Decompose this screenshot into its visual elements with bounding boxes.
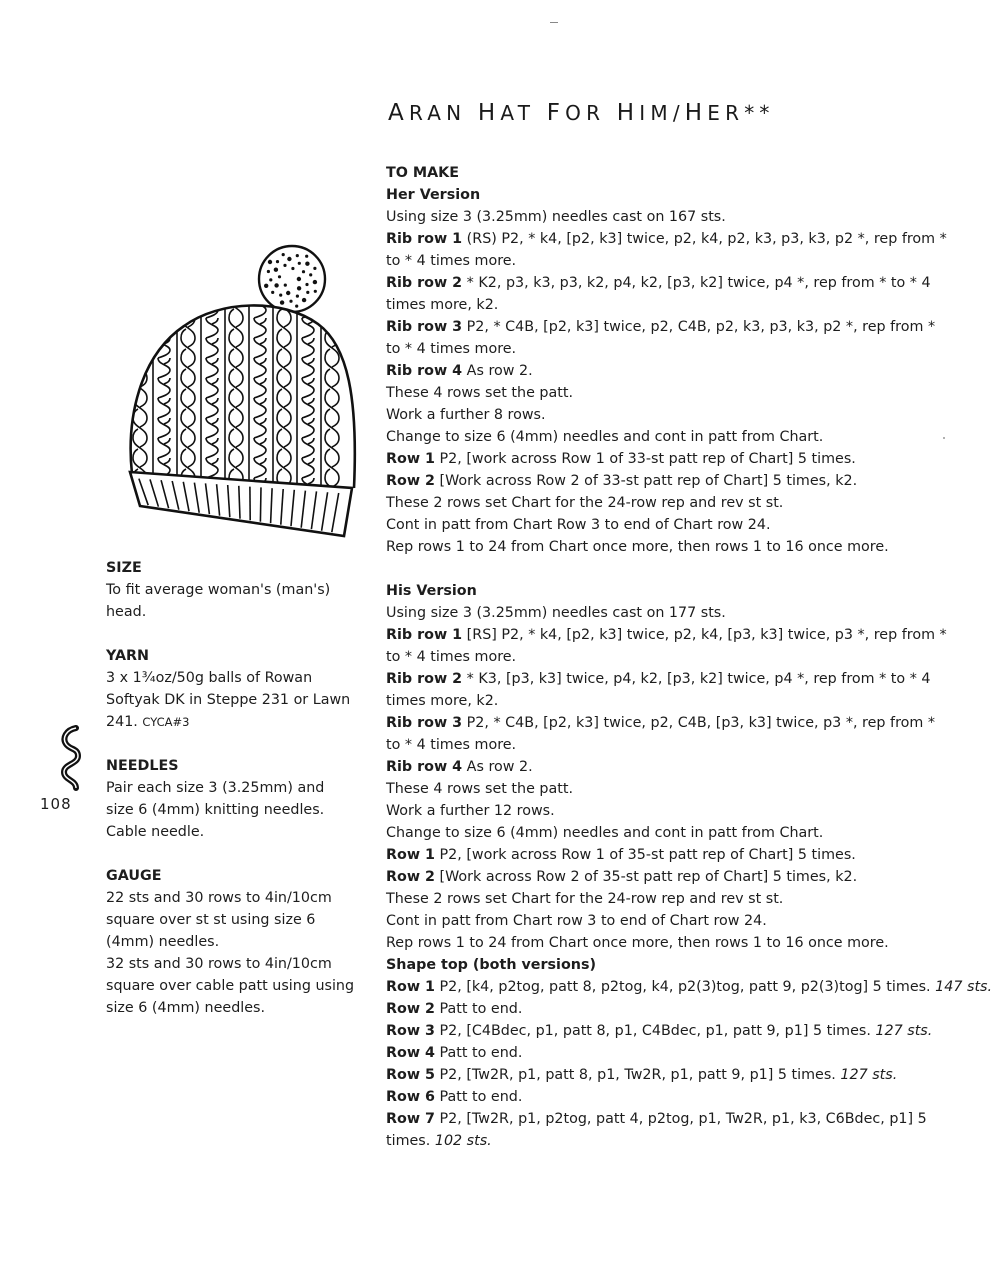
- his-line: [386, 800, 931, 822]
- instructions-column: [386, 162, 992, 1152]
- row-text: Patt to end.: [434, 1089, 523, 1105]
- needles-section: [106, 755, 356, 843]
- row-label: Rib row 3: [386, 715, 463, 731]
- yarn-section: [106, 645, 356, 733]
- his-line: [386, 602, 931, 624]
- his-line: [386, 866, 931, 888]
- row-text: P2, [Tw2R, p1, p2tog, patt 4, p2tog, p1, Tw2R, p1, k3, C6Bdec, p1] 5: [434, 1111, 927, 1127]
- row-text: These 4 rows set the patt.: [386, 781, 574, 797]
- her-line: [386, 316, 936, 338]
- shape-line: [386, 1086, 931, 1108]
- her-line: [386, 360, 931, 382]
- row-text: * K3, [p3, k3] twice, p4, k2, [p3, k2] twice, p4 *, rep from * to * 4: [462, 671, 931, 687]
- row-text: Change to size 6 (4mm) needles and cont in patt from Chart.: [386, 429, 824, 445]
- gauge-text-2: 32 sts and 30 rows to 4in/10cm square over cable patt using using size 6 (4mm) needles.: [106, 956, 355, 1016]
- to-make-heading: TO MAKE: [386, 165, 460, 181]
- his-line: [386, 778, 931, 800]
- row-text: to * 4 times more.: [386, 737, 517, 753]
- stitch-count: 127 sts.: [875, 1023, 933, 1039]
- row-text: As row 2.: [462, 759, 533, 775]
- her-line: [386, 206, 931, 228]
- row-text: Cont in patt from Chart Row 3 to end of Chart row 24.: [386, 517, 771, 533]
- row-label: Row 2: [386, 473, 435, 489]
- her-line: [386, 536, 931, 558]
- shape-line: [386, 1130, 931, 1152]
- stitch-count: 102 sts.: [434, 1133, 492, 1149]
- row-label: Rib row 4: [386, 759, 463, 775]
- row-text: times.: [386, 1133, 435, 1149]
- row-label: Row 3: [386, 1023, 435, 1039]
- yarn-heading: YARN: [106, 648, 150, 664]
- row-label: Row 1: [386, 847, 435, 863]
- hat-illustration-icon: [122, 238, 362, 552]
- yarn-text: 3 x 1¾oz/50g balls of Rowan Softyak DK in Steppe 231 or Lawn 241. CYCA#3: [106, 670, 351, 730]
- his-line: [386, 910, 931, 932]
- size-text: To fit average woman's (man's) head.: [106, 582, 331, 620]
- row-text: Rep rows 1 to 24 from Chart once more, then rows 1 to 16 once more.: [386, 935, 889, 951]
- row-label: Rib row 2: [386, 275, 463, 291]
- row-label: Rib row 1: [386, 231, 463, 247]
- row-label: Row 4: [386, 1045, 435, 1061]
- row-text: Patt to end.: [434, 1045, 523, 1061]
- his-line: [386, 888, 931, 910]
- his-line: [386, 646, 931, 668]
- row-text: P2, [work across Row 1 of 33-st patt rep of Chart] 5 times.: [434, 451, 856, 467]
- gauge-heading: GAUGE: [106, 868, 162, 884]
- row-text: P2, [Tw2R, p1, patt 8, p1, Tw2R, p1, patt 9, p1] 5 times.: [434, 1067, 841, 1083]
- row-text: [Work across Row 2 of 35-st patt rep of Chart] 5 times, k2.: [434, 869, 858, 885]
- shape-line: [386, 1108, 931, 1130]
- row-text: P2, * C4B, [p2, k3] twice, p2, C4B, [p3, k3] twice, p3 *, rep from *: [462, 715, 935, 731]
- her-version-heading: Her Version: [386, 187, 481, 203]
- his-line: [386, 668, 931, 690]
- row-text: P2, [k4, p2tog, patt 8, p2tog, k4, p2(3)tog, patt 9, p2(3)tog] 5 times.: [434, 979, 936, 995]
- her-line: [386, 382, 931, 404]
- cable-motif-icon: [58, 726, 84, 798]
- row-label: Row 1: [386, 451, 435, 467]
- gauge-section: [106, 865, 356, 1019]
- row-label: Rib row 4: [386, 363, 463, 379]
- needles-text: Pair each size 3 (3.25mm) and size 6 (4mm) knitting needles.: [106, 780, 325, 818]
- row-text: P2, [C4Bdec, p1, patt 8, p1, C4Bdec, p1, patt 9, p1] 5 times.: [434, 1023, 876, 1039]
- row-label: Row 6: [386, 1089, 435, 1105]
- left-column: [106, 557, 356, 1041]
- row-text: Using size 3 (3.25mm) needles cast on 177 sts.: [386, 605, 726, 621]
- row-text: Work a further 12 rows.: [386, 803, 555, 819]
- row-text: to * 4 times more.: [386, 649, 517, 665]
- row-text: Using size 3 (3.25mm) needles cast on 167 sts.: [386, 209, 726, 225]
- row-label: Row 2: [386, 869, 435, 885]
- her-line: [386, 426, 931, 448]
- shape-line: [386, 1064, 931, 1086]
- his-line: [386, 844, 931, 866]
- row-text: These 2 rows set Chart for the 24-row rep and rev st st.: [386, 891, 784, 907]
- row-text: [Work across Row 2 of 33-st patt rep of Chart] 5 times, k2.: [434, 473, 858, 489]
- her-line: [386, 338, 931, 360]
- her-line: [386, 448, 931, 470]
- row-text: times more, k2.: [386, 297, 499, 313]
- title-stars: **: [744, 101, 775, 125]
- shape-line: [386, 976, 992, 998]
- shape-line: [386, 998, 931, 1020]
- row-text: * K2, p3, k3, p3, k2, p4, k2, [p3, k2] twice, p4 *, rep from * to * 4: [462, 275, 931, 291]
- row-text: P2, * C4B, [p2, k3] twice, p2, C4B, p2, k3, p3, k3, p2 *, rep from *: [462, 319, 936, 335]
- row-text: Change to size 6 (4mm) needles and cont in patt from Chart.: [386, 825, 824, 841]
- row-text: These 2 rows set Chart for the 24-row rep and rev st st.: [386, 495, 784, 511]
- row-text: [RS] P2, * k4, [p2, k3] twice, p2, k4, [p3, k3] twice, p3 *, rep from *: [462, 627, 947, 643]
- his-line: [386, 624, 947, 646]
- her-line: [386, 404, 931, 426]
- her-line: [386, 228, 947, 250]
- row-text: to * 4 times more.: [386, 253, 517, 269]
- his-version-lines: [386, 602, 947, 954]
- her-line: [386, 492, 931, 514]
- stitch-count: 147 sts.: [935, 979, 992, 995]
- row-text: Cont in patt from Chart row 3 to end of Chart row 24.: [386, 913, 767, 929]
- shape-line: [386, 1020, 931, 1042]
- his-line: [386, 690, 931, 712]
- page-mark: [550, 22, 558, 23]
- needles-heading: NEEDLES: [106, 758, 179, 774]
- his-version-heading: His Version: [386, 583, 477, 599]
- row-text: times more, k2.: [386, 693, 499, 709]
- his-line: [386, 734, 931, 756]
- shape-top-heading: Shape top (both versions): [386, 957, 596, 973]
- row-label: Row 1: [386, 979, 435, 995]
- her-line: [386, 250, 931, 272]
- size-heading: SIZE: [106, 560, 142, 576]
- gauge-text: 22 sts and 30 rows to 4in/10cm square over st st using size 6 (4mm) needles.: [106, 890, 332, 950]
- her-line: [386, 470, 931, 492]
- row-text: to * 4 times more.: [386, 341, 517, 357]
- row-text: These 4 rows set the patt.: [386, 385, 574, 401]
- stitch-count: 127 sts.: [840, 1067, 898, 1083]
- her-line: [386, 272, 931, 294]
- row-label: Row 5: [386, 1067, 435, 1083]
- his-line: [386, 756, 931, 778]
- page-title: [388, 100, 775, 126]
- row-text: Patt to end.: [434, 1001, 523, 1017]
- row-label: Row 7: [386, 1111, 435, 1127]
- row-text: As row 2.: [462, 363, 533, 379]
- cyca-label: CYCA#3: [142, 715, 190, 729]
- row-label: Rib row 1: [386, 627, 463, 643]
- title-text: ARAN HAT FOR HIM/HER: [388, 100, 745, 126]
- shape-top-lines: [386, 976, 992, 1152]
- her-line: [386, 294, 931, 316]
- row-text: (RS) P2, * k4, [p2, k3] twice, p2, k4, p2, k3, p3, k3, p2 *, rep from *: [462, 231, 947, 247]
- shape-line: [386, 1042, 931, 1064]
- her-version-lines: [386, 206, 947, 558]
- row-text: Work a further 8 rows.: [386, 407, 546, 423]
- page-speck: [943, 437, 945, 439]
- his-line: [386, 712, 935, 734]
- page-number: 108: [40, 795, 72, 813]
- row-text: P2, [work across Row 1 of 35-st patt rep of Chart] 5 times.: [434, 847, 856, 863]
- his-line: [386, 822, 931, 844]
- size-section: [106, 557, 356, 623]
- row-label: Row 2: [386, 1001, 435, 1017]
- row-label: Rib row 2: [386, 671, 463, 687]
- row-text: Rep rows 1 to 24 from Chart once more, then rows 1 to 16 once more.: [386, 539, 889, 555]
- row-label: Rib row 3: [386, 319, 463, 335]
- her-line: [386, 514, 931, 536]
- his-line: [386, 932, 931, 954]
- needles-text-2: Cable needle.: [106, 824, 205, 840]
